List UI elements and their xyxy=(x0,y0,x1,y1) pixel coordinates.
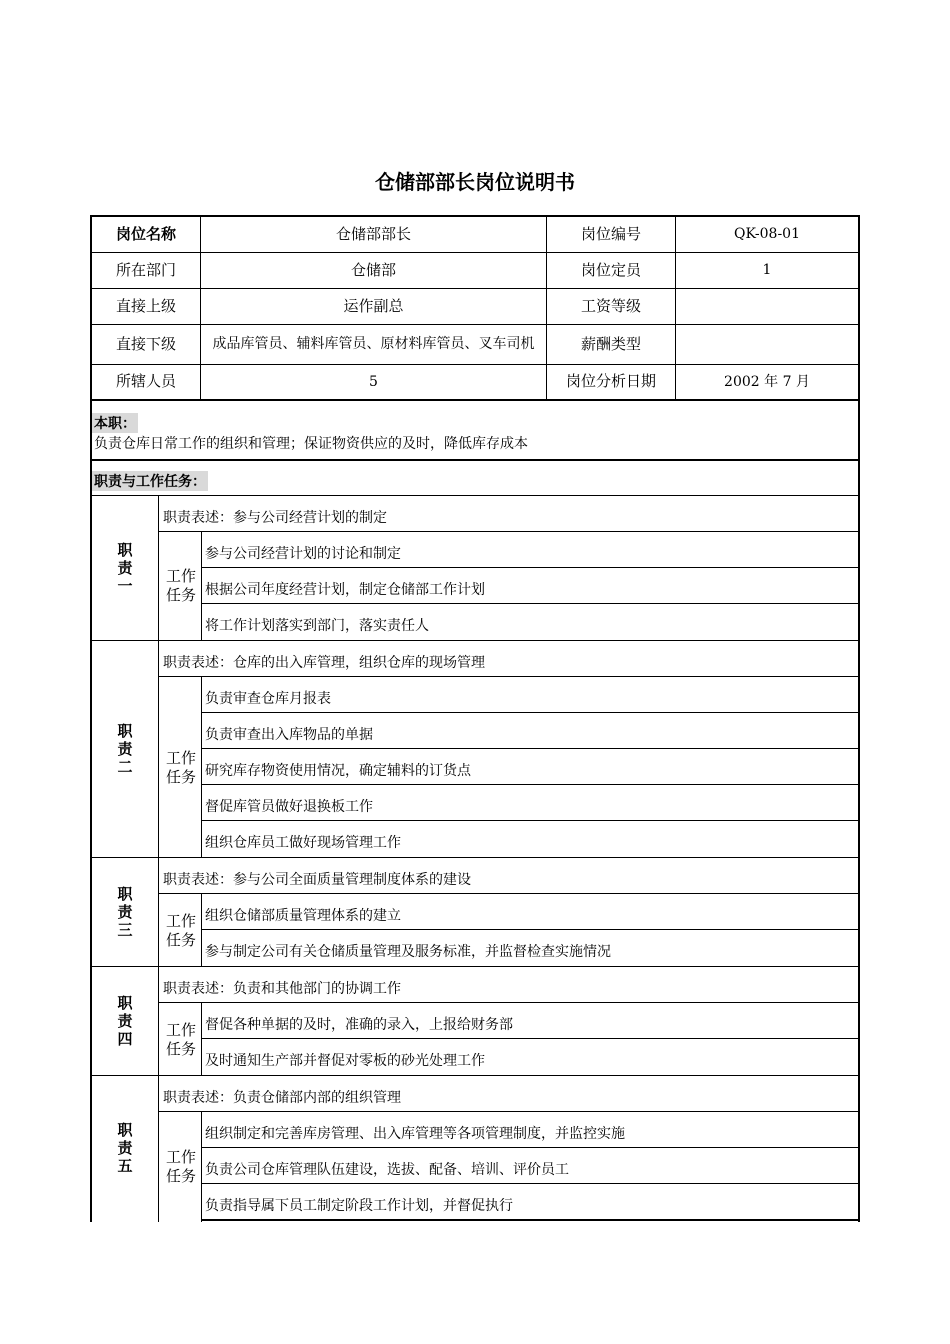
superior-value: 运作副总 xyxy=(343,296,404,315)
grid-line xyxy=(92,495,858,496)
grid-line xyxy=(202,1183,858,1184)
duty-2-task-1: 负责审查仓库月报表 xyxy=(205,691,331,707)
position-name-value: 仓储部部长 xyxy=(335,224,411,243)
duty-4-desc: 职责表述：负责和其他部门的协调工作 xyxy=(163,981,401,997)
grid-line xyxy=(92,640,858,641)
grid-line xyxy=(159,1111,858,1112)
duty-5-task-1: 组织制定和完善库房管理、出入库管理等各项管理制度，并监控实施 xyxy=(205,1126,625,1142)
duty-1-desc: 职责表述：参与公司经营计划的制定 xyxy=(163,510,387,526)
duty-2-work-label: 工作 任务 xyxy=(165,749,196,786)
core-label: 本职： xyxy=(92,413,138,433)
grid-line xyxy=(159,893,858,894)
position-code-value: QK-08-01 xyxy=(733,226,800,243)
position-name-label: 岗位名称 xyxy=(115,224,176,243)
duty-2-task-5: 组织仓库员工做好现场管理工作 xyxy=(205,835,401,851)
grade-value xyxy=(676,289,858,324)
analysis-date-value: 2002 年 7 月 xyxy=(724,373,810,390)
grid-line xyxy=(202,784,858,785)
duty-3-label: 职 责 三 xyxy=(117,885,133,939)
grid-line xyxy=(92,459,858,461)
page-title: 仓储部部长岗位说明书 xyxy=(375,170,575,194)
grid-line xyxy=(92,857,858,858)
pay-type-label: 薪酬类型 xyxy=(580,334,641,353)
grid-line xyxy=(202,820,858,821)
duty-5-desc: 职责表述：负责仓储部内部的组织管理 xyxy=(163,1090,401,1106)
managed-value: 5 xyxy=(369,373,378,390)
grid-line xyxy=(202,748,858,749)
headcount-label: 岗位定员 xyxy=(580,260,641,279)
duty-1-task-1: 参与公司经营计划的讨论和制定 xyxy=(205,546,401,562)
grid-line xyxy=(202,712,858,713)
duties-label: 职责与工作任务： xyxy=(92,471,208,491)
grid-line xyxy=(202,1038,858,1039)
duty-5-label: 职 责 五 xyxy=(117,1121,133,1175)
duty-4-task-2: 及时通知生产部并督促对零板的砂光处理工作 xyxy=(205,1053,485,1069)
pay-type-value xyxy=(676,325,858,364)
subordinate-value: 成品库管员、辅料库管员、原材料库管员、叉车司机 xyxy=(212,336,535,353)
grid-line xyxy=(159,531,858,532)
grid-line xyxy=(159,1002,858,1003)
core-text: 负责仓库日常工作的组织和管理；保证物资供应的及时，降低库存成本 xyxy=(94,436,528,452)
duty-5-task-2: 负责公司仓库管理队伍建设，选拔、配备、培训、评价员工 xyxy=(205,1162,569,1178)
department-value: 仓储部 xyxy=(350,260,396,279)
duty-2-label: 职 责 二 xyxy=(117,722,133,776)
position-code-label: 岗位编号 xyxy=(580,224,641,243)
grid-line xyxy=(202,929,858,930)
grid-line xyxy=(92,399,858,401)
duty-3-desc: 职责表述：参与公司全面质量管理制度体系的建设 xyxy=(163,872,471,888)
duty-2-task-2: 负责审查出入库物品的单据 xyxy=(205,727,373,743)
duty-2-task-4: 督促库管员做好退换板工作 xyxy=(205,799,373,815)
grid-line xyxy=(202,567,858,568)
duty-1-work-label: 工作 任务 xyxy=(165,567,196,604)
duty-2-desc: 职责表述：仓库的出入库管理，组织仓库的现场管理 xyxy=(163,655,485,671)
duty-4-work-label: 工作 任务 xyxy=(165,1021,196,1058)
duty-5-task-3: 负责指导属下员工制定阶段工作计划，并督促执行 xyxy=(205,1198,513,1214)
managed-label: 所辖人员 xyxy=(115,372,176,391)
headcount-value: 1 xyxy=(762,262,772,279)
duty-1-label: 职 责 一 xyxy=(117,541,133,595)
duty-1-task-2: 根据公司年度经营计划，制定仓储部工作计划 xyxy=(205,582,485,598)
grid-line xyxy=(92,966,858,967)
duty-4-task-1: 督促各种单据的及时，准确的录入，上报给财务部 xyxy=(205,1017,513,1033)
grid-line xyxy=(158,496,159,1222)
duty-3-task-2: 参与制定公司有关仓储质量管理及服务标准，并监督检查实施情况 xyxy=(205,944,611,960)
superior-label: 直接上级 xyxy=(115,296,176,315)
department-label: 所在部门 xyxy=(115,260,176,279)
grid-line xyxy=(201,1219,860,1221)
duty-5-work-label: 工作 任务 xyxy=(165,1148,196,1185)
grade-label: 工资等级 xyxy=(580,296,641,315)
grid-line xyxy=(159,676,858,677)
analysis-date-label: 岗位分析日期 xyxy=(565,372,656,391)
grid-line xyxy=(202,603,858,604)
duty-4-label: 职 责 四 xyxy=(117,994,133,1048)
duty-3-work-label: 工作 任务 xyxy=(165,912,196,949)
duty-3-task-1: 组织仓储部质量管理体系的建立 xyxy=(205,908,401,924)
subordinate-label: 直接下级 xyxy=(115,334,176,353)
duty-2-task-3: 研究库存物资使用情况，确定辅料的订货点 xyxy=(205,763,471,779)
duty-1-task-3: 将工作计划落实到部门，落实责任人 xyxy=(205,618,429,634)
grid-line xyxy=(92,1075,858,1076)
grid-line xyxy=(202,1147,858,1148)
